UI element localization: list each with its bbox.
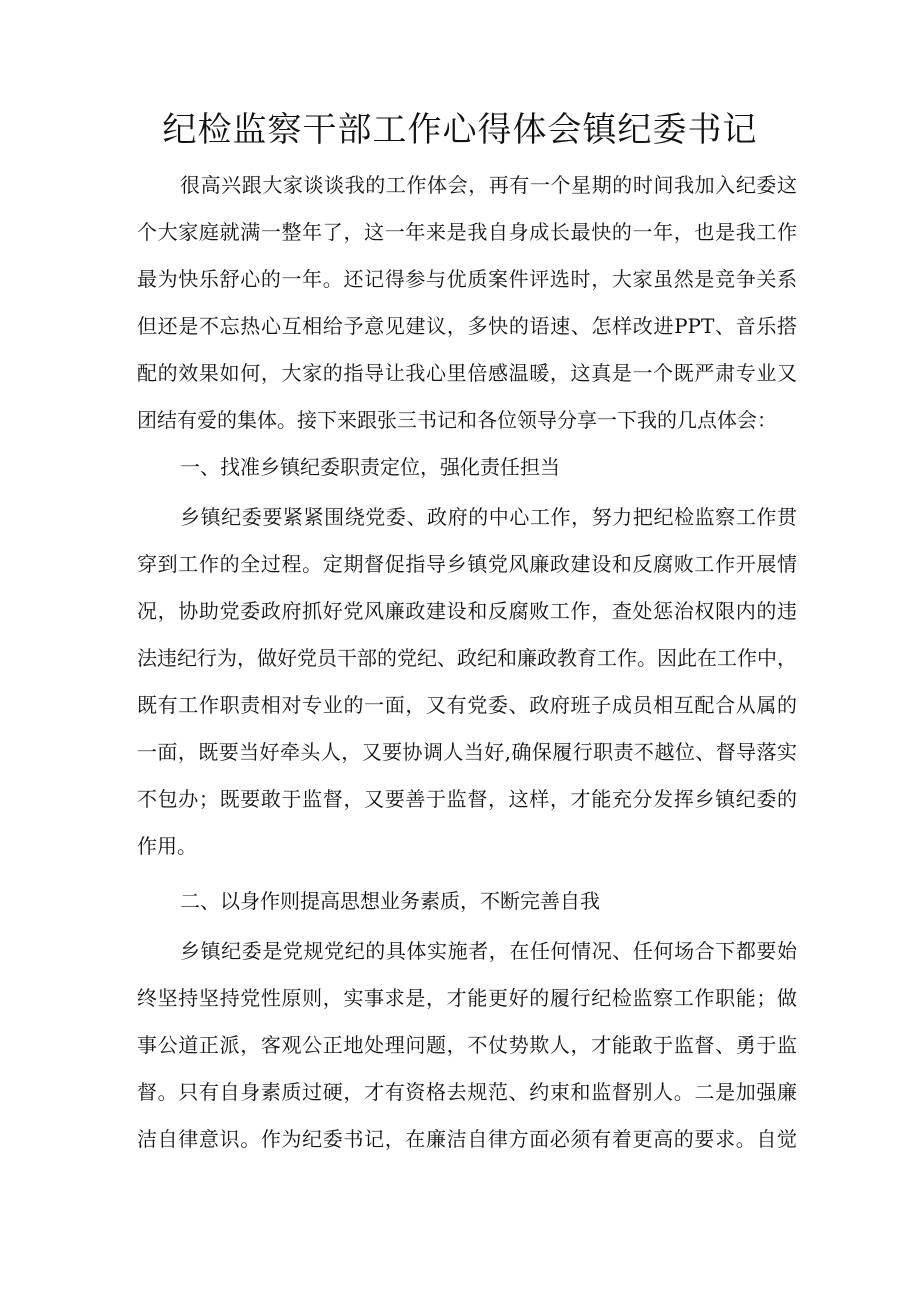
paragraph-line: 一面，既要当好牵头人，又要协调人当好,确保履行职责不越位、督导落实 [137, 740, 797, 764]
paragraph-line: 况，协助党委政府抓好党风廉政建设和反腐败工作，查处惩治权限内的违 [137, 599, 797, 623]
section-heading: 二、以身作则提高思想业务素质，不断完善自我 [180, 889, 600, 913]
paragraph-line: 团结有爱的集体。接下来跟张三书记和各位领导分享一下我的几点体会： [137, 408, 777, 432]
paragraph-line: 洁自律意识。作为纪委书记，在廉洁自律方面必须有着更高的要求。自觉 [137, 1127, 797, 1151]
paragraph-line: 既有工作职责相对专业的一面，又有党委、政府班子成员相互配合从属的 [137, 693, 797, 717]
paragraph-line: 很高兴跟大家谈谈我的工作体会，再有一个星期的时间我加入纪委这 [180, 173, 797, 197]
paragraph-line: 作用。 [137, 834, 197, 858]
paragraph-line: 督。只有自身素质过硬，才有资格去规范、约束和监督别人。二是加强廉 [137, 1080, 797, 1104]
document-title: 纪检监察干部工作心得体会镇纪委书记 [162, 110, 758, 150]
paragraph-line: 终坚持坚持党性原则，实事求是，才能更好的履行纪检监察工作职能；做 [137, 986, 797, 1010]
paragraph-line: 不包办；既要敢于监督，又要善于监督，这样，才能充分发挥乡镇纪委的 [137, 787, 797, 811]
paragraph-line: 穿到工作的全过程。定期督促指导乡镇党风廉政建设和反腐败工作开展情 [137, 552, 797, 576]
paragraph-line: 事公道正派，客观公正地处理问题，不仗势欺人，才能敢于监督、勇于监 [137, 1033, 797, 1057]
paragraph-line: 但还是不忘热心互相给予意见建议，多快的语速、怎样改进PPT、音乐搭 [137, 314, 797, 338]
paragraph-line: 乡镇纪委要紧紧围绕党委、政府的中心工作，努力把纪检监察工作贯 [180, 505, 797, 529]
paragraph-line: 法违纪行为，做好党员干部的党纪、政纪和廉政教育工作。因此在工作中， [137, 646, 797, 670]
paragraph-line: 乡镇纪委是党规党纪的具体实施者，在任何情况、任何场合下都要始 [180, 939, 797, 963]
paragraph-line: 个大家庭就满一整年了，这一年来是我自身成长最快的一年，也是我工作 [137, 220, 797, 244]
paragraph-line: 配的效果如何，大家的指导让我心里倍感温暖，这真是一个既严肃专业又 [137, 361, 797, 385]
section-heading: 一、找准乡镇纪委职责定位，强化责任担当 [180, 455, 560, 479]
paragraph-line: 最为快乐舒心的一年。还记得参与优质案件评选时，大家虽然是竞争关系 [137, 267, 797, 291]
